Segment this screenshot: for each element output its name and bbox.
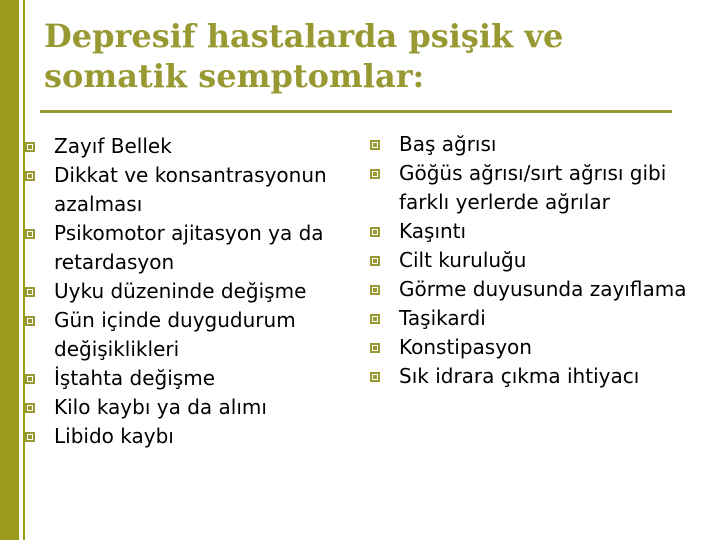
list-item — [370, 159, 710, 217]
square-bullet-icon — [25, 374, 35, 384]
square-bullet-icon — [25, 142, 35, 152]
square-bullet-icon — [370, 227, 380, 237]
somatic-symptoms-list — [370, 130, 710, 391]
square-bullet-icon — [370, 372, 380, 382]
list-item-text: Sık idrara çıkma ihtiyacı — [399, 364, 640, 388]
list-item-text: Kilo kaybı ya da alımı — [54, 395, 267, 419]
list-item — [25, 364, 355, 393]
list-item — [25, 277, 355, 306]
list-item — [370, 333, 710, 362]
list-item — [370, 275, 710, 304]
list-item-text: Göğüs ağrısı/sırt ağrısı gibi farklı yerlerde ağrılar — [399, 161, 667, 214]
list-item-text: Uyku düzeninde değişme — [54, 279, 307, 303]
list-item — [370, 130, 710, 159]
list-item-text: Görme duyusunda zayıflama — [399, 277, 687, 301]
list-item — [25, 161, 355, 219]
psychic-symptoms-list — [25, 132, 355, 451]
list-item — [25, 306, 355, 364]
square-bullet-icon — [370, 285, 380, 295]
square-bullet-icon — [25, 316, 35, 326]
list-item-text: Baş ağrısı — [399, 132, 497, 156]
list-item — [370, 246, 710, 275]
square-bullet-icon — [25, 229, 35, 239]
list-item-text: Gün içinde duygudurum değişiklikleri — [54, 308, 296, 361]
slide-title-line-1: Depresif hastalarda psişik ve — [44, 17, 564, 55]
list-item — [25, 219, 355, 277]
list-item — [370, 217, 710, 246]
list-item — [25, 393, 355, 422]
square-bullet-icon — [25, 432, 35, 442]
list-item — [25, 422, 355, 451]
list-item-text: Cilt kuruluğu — [399, 248, 527, 272]
decorative-sidebar-bar — [0, 0, 19, 540]
list-item-text: İştahta değişme — [54, 366, 216, 390]
list-item-text: Kaşıntı — [399, 219, 467, 243]
list-item — [370, 304, 710, 333]
square-bullet-icon — [25, 171, 35, 181]
square-bullet-icon — [370, 343, 380, 353]
square-bullet-icon — [370, 314, 380, 324]
list-item-text: Libido kaybı — [54, 424, 174, 448]
list-item — [25, 132, 355, 161]
square-bullet-icon — [25, 287, 35, 297]
list-item-text: Taşikardi — [399, 306, 486, 330]
slide-title-line-2: somatik semptomlar: — [44, 57, 425, 95]
slide-title — [44, 16, 563, 96]
square-bullet-icon — [25, 403, 35, 413]
list-item-text: Konstipasyon — [399, 335, 532, 359]
list-item-text: Dikkat ve konsantrasyonun azalması — [54, 163, 327, 216]
square-bullet-icon — [370, 256, 380, 266]
list-item-text: Zayıf Bellek — [54, 134, 172, 158]
title-underline — [40, 110, 672, 113]
list-item-text: Psikomotor ajitasyon ya da retardasyon — [54, 221, 324, 274]
square-bullet-icon — [370, 169, 380, 179]
square-bullet-icon — [370, 140, 380, 150]
list-item — [370, 362, 710, 391]
